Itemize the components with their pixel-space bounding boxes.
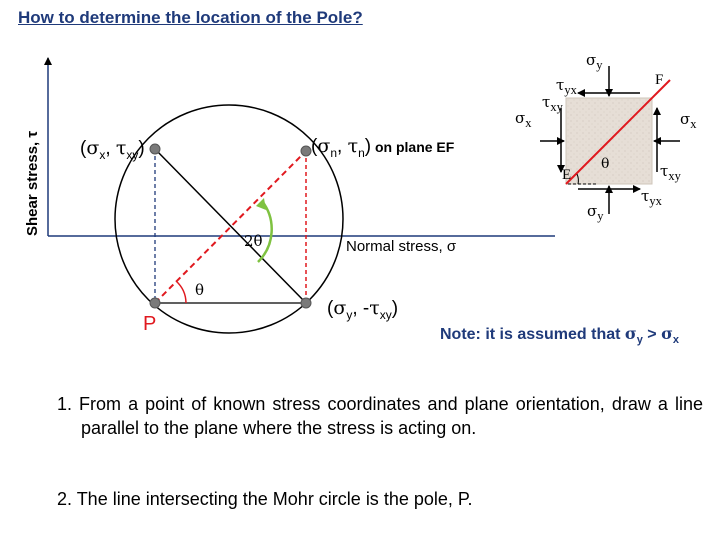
element-sigma-y-top: $\sigma_y$ — [586, 51, 603, 72]
x-axis-label: Normal stress, σ — [346, 238, 457, 255]
element-sigma-x-right: $\sigma_x$ — [680, 110, 697, 131]
element-tau-yx-bottom: $\tau_{yx}$ — [641, 187, 662, 208]
label-2theta: 2θ — [244, 232, 263, 250]
element-tau-xy-left: $\tau_{xy}$ — [542, 93, 563, 114]
angle-theta-arc — [176, 281, 186, 303]
element-sigma-y-bottom: $\sigma_y$ — [587, 202, 604, 223]
point-sx-txy — [150, 144, 160, 154]
element-theta: θ — [601, 156, 610, 172]
step-1: 1. From a point of known stress coordinates and plane orientation, draw a line parallel to the plane where the stress is acting on. — [57, 394, 703, 438]
label-sx-txy: ($\sigma_x$, $\tau_{xy}$) — [80, 137, 145, 162]
element-sigma-x-left: $\sigma_x$ — [515, 109, 532, 130]
point-sn-tn — [301, 146, 311, 156]
pole-label: P — [143, 313, 157, 335]
element-tau-yx-top: $\tau_{yx}$ — [556, 76, 577, 97]
page-title: How to determine the location of the Pole? — [18, 8, 363, 27]
label-sy-minus-txy: ($\sigma_y$, $-\tau_{xy}$) — [327, 297, 399, 322]
y-axis-label: Shear stress, τ — [24, 130, 41, 236]
label-theta: θ — [195, 281, 205, 299]
point-sy-minus-txy — [301, 298, 311, 308]
assumption-note: Note: it is assumed that $\sigma_y > \sigma_x$ — [440, 324, 679, 347]
step-2: 2. The line intersecting the Mohr circle is the pole, P. — [57, 489, 473, 509]
element-label-E: E — [562, 167, 572, 183]
element-label-F: F — [655, 72, 664, 88]
element-tau-xy-right: $\tau_{xy}$ — [660, 162, 681, 183]
label-sn-tn: ($\sigma_n$, $\tau_n$) on plane EF — [311, 135, 455, 160]
pole-point — [150, 298, 160, 308]
